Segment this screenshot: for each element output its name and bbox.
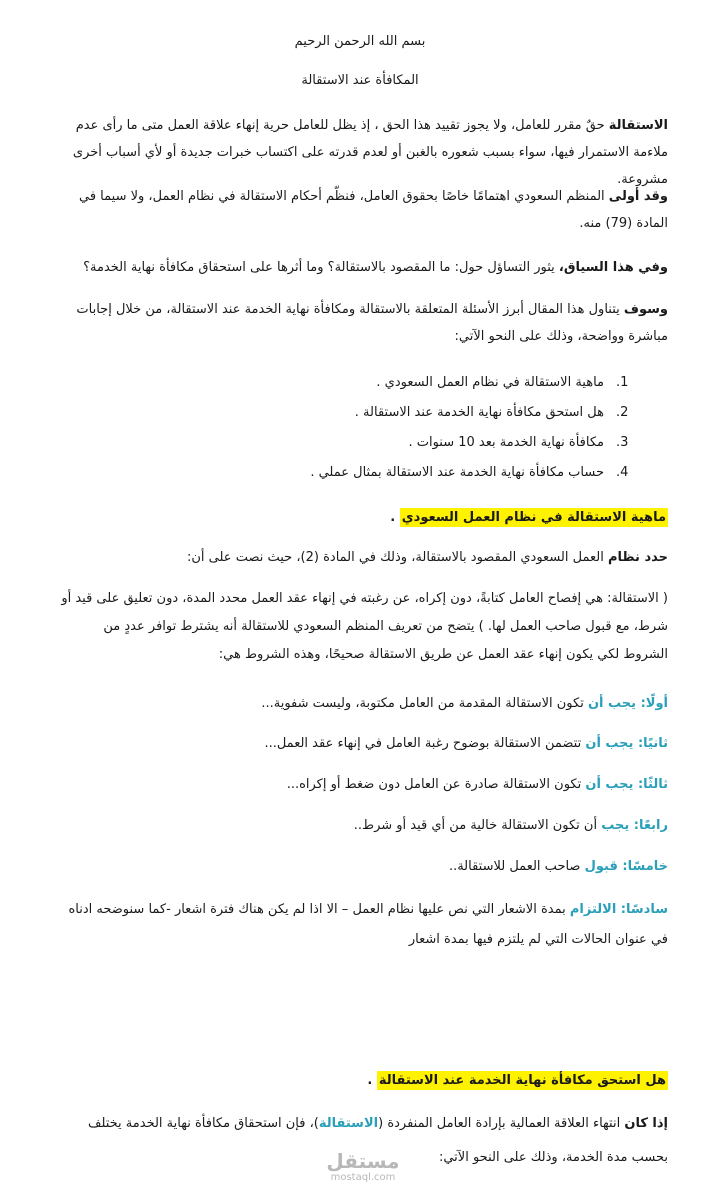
paragraph-eligibility-lead: إذا كان [624, 1116, 668, 1131]
paragraph-eligibility-keyword: الاستقالة [318, 1116, 379, 1131]
paragraph-question [56, 254, 668, 281]
condition-label: سادسًا: [620, 902, 668, 917]
condition-item [56, 771, 668, 798]
paragraph-regulation [56, 183, 668, 237]
paragraph-definition-intro [56, 544, 668, 571]
condition-text: أن تكون الاستقالة خالية من أي قيد أو شرط.. [353, 818, 602, 833]
condition-label: خامسًا: [622, 859, 668, 874]
condition-keyword: يجب أن [585, 777, 638, 792]
paragraph-question-text: يثور التساؤل حول: ما المقصود بالاستقالة؟ وما أثرها على استحقاق مكافأة نهاية الخدمة؟ [83, 260, 559, 275]
paragraph-regulation-text: المنظم السعودي اهتمامًا خاصًا بحقوق العامل، فنظّم أحكام الاستقالة في نظام العمل، ولا سيما في المادة (79) منه. [79, 189, 668, 231]
list-number: 1. [616, 375, 629, 390]
list-item [56, 373, 638, 393]
paragraph-definition-text: العمل السعودي المقصود بالاستقالة، وذلك في المادة (2)، حيث نصت على أن: [187, 550, 608, 565]
condition-item [56, 812, 668, 839]
list-text: ماهية الاستقالة في نظام العمل السعودي . [376, 375, 604, 390]
basmala: بسم الله الرحمن الرحيم [294, 34, 426, 49]
list-item [56, 403, 638, 423]
list-text: هل استحق مكافأة نهاية الخدمة عند الاستقالة . [354, 405, 604, 420]
condition-text: بمدة الاشعار التي نص عليها نظام العمل – الا اذا لم يكن هناك فترة اشعار -كما سنوضحه ادناه في عنوان الحالات التي لم يلتزم فيها بمدة اشعار [68, 902, 668, 947]
paragraph-eligibility-text-a: انتهاء العلاقة العمالية بإرادة العامل المنفردة ( [378, 1116, 625, 1131]
paragraph-outline-lead: وسوف [623, 302, 668, 317]
paragraph-outline-text: يتناول هذا المقال أبرز الأسئلة المتعلقة بالاستقالة ومكافأة نهاية الخدمة عند الاستقالة، من خلال إجابات مباشرة وواضحة، وذلك على النحو الآتي: [76, 302, 668, 344]
condition-label: ثانيًا: [637, 736, 668, 751]
section-heading-eligibility [56, 1070, 668, 1092]
condition-label: ثالثًا: [637, 777, 668, 792]
condition-text: تتضمن الاستقالة بوضوح رغبة العامل في إنهاء عقد العمل... [264, 736, 586, 751]
list-number: 4. [616, 465, 629, 480]
list-item [56, 463, 638, 483]
condition-label: أولًا: [640, 696, 668, 711]
section-heading-nature-text: ماهية الاستقالة في نظام العمل السعودي [401, 510, 666, 525]
section-heading-nature-dot: . [390, 510, 400, 525]
paragraph-intro [56, 112, 668, 193]
paragraph-question-lead: وفي هذا السياق، [558, 260, 668, 275]
watermark-arabic: مستقل [326, 1149, 400, 1173]
condition-text: تكون الاستقالة صادرة عن العامل دون ضغط أو إكراه... [286, 777, 586, 792]
condition-text: صاحب العمل للاستقالة.. [448, 859, 585, 874]
condition-item [56, 690, 668, 717]
list-number: 2. [616, 405, 629, 420]
condition-keyword: يجب أن [587, 696, 641, 711]
section-heading-eligibility-dot: . [367, 1073, 377, 1088]
document-title: المكافأة عند الاستقالة [301, 73, 419, 88]
mostaql-watermark [318, 1150, 408, 1184]
watermark-domain: mostaql.com [330, 1172, 396, 1183]
list-text: مكافأة نهاية الخدمة بعد 10 سنوات . [408, 435, 604, 450]
condition-label: رابعًا: [633, 818, 668, 833]
list-text: حساب مكافأة نهاية الخدمة عند الاستقالة بمثال عملي . [310, 465, 604, 480]
paragraph-definition-lead: حدد نظام [607, 550, 668, 565]
condition-keyword: قبول [584, 859, 623, 874]
paragraph-intro-lead: الاستقالة [608, 118, 668, 133]
paragraph-regulation-lead: وقد أولى [608, 189, 668, 204]
list-item [56, 433, 638, 453]
condition-keyword: يجب أن [585, 736, 638, 751]
paragraph-outline [56, 296, 668, 350]
paragraph-intro-text: حقٌ مقرر للعامل، ولا يجوز تقييد هذا الحق ، إذ يظل للعامل حرية إنهاء علاقة العمل متى ما رأى عدم ملاءمة الاستمرار فيها، سواء بسبب شعوره بالغبن أو لعدم قدرته على اكتساب خبرات جديدة أو لأي أسباب أخرى مشروعة. [72, 118, 668, 187]
condition-item-notice [56, 895, 668, 955]
condition-keyword: الالتزام [569, 902, 621, 917]
paragraph-eligibility-text-b: )، فإن استحقاق مكافأة نهاية الخدمة يختلف بحسب مدة الخدمة، وذلك على النحو الآتي: [87, 1116, 668, 1165]
condition-item [56, 853, 668, 880]
paragraph-definition-quote: ( الاستقالة: هي إفصاح العامل كتابةً، دون إكراه، عن رغبته في إنهاء عقد العمل محدد المدة، دون تعليق على قيد أو شرط، مع قبول صاحب العمل لها. ) يتضح من تعريف المنظم السعودي للاستقالة أنه يشترط توافر عددٍ من الشروط لكي يكون إنهاء عقد العمل عن طريق الاستقالة صحيحًا، وهذه الشروط هي: [61, 591, 668, 662]
condition-item [56, 730, 668, 757]
list-number: 3. [616, 435, 629, 450]
condition-keyword: يجب [601, 818, 634, 833]
condition-text: تكون الاستقالة المقدمة من العامل مكتوبة، وليست شفوية... [261, 696, 588, 711]
section-heading-eligibility-text: هل استحق مكافأة نهاية الخدمة عند الاستقالة [378, 1073, 666, 1088]
section-heading-nature [56, 507, 668, 529]
